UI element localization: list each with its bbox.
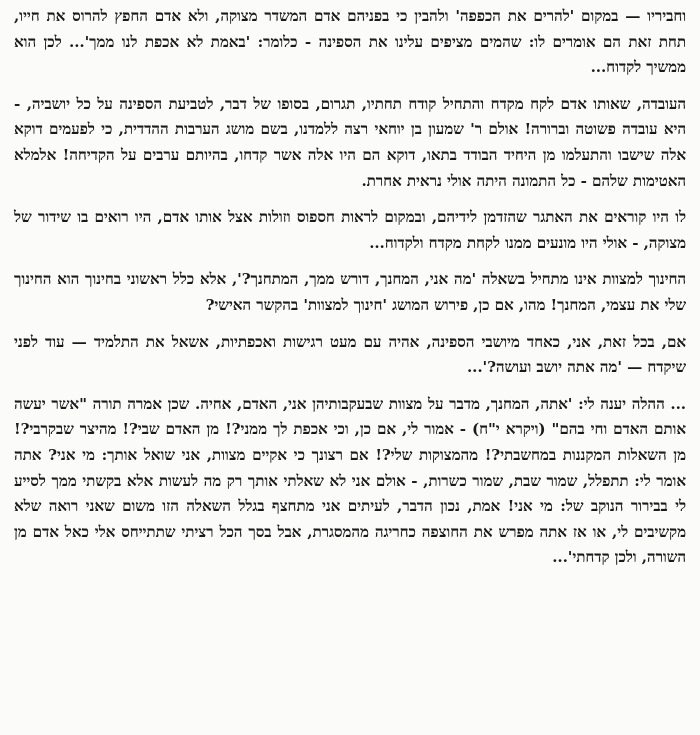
paragraph-3: לו היו קוראים את האתגר שהזדמן לידיהם, ובמקום לראות חספוס וזולות אצל אותו אדם, היו רואים בו שידור של מצוקה, - אולי היו מונעים ממנו לקחת מקדח ולקדוח... (14, 208, 686, 252)
paragraph-6: ... ההלה יענה לי: 'אתה, המחנך, מדבר על מצוות שבעקבותיהן אני, האדם, אחיה. שכן אמרה תורה "אשר יעשה אותם האדם וחי בהם" (ויקרא י"ח) - אמור לי, אם כן, וכי אכפת לך ממני?! מן האדם שבי?! מהיצר שבקרבי?! מן השאלות המקננות במחשבתי?! מהמצוקות שלי?! אם רצונך כי אקיים מצוות, אני שואל אותך: מי אני? אתה אומר לי: תתפלל, שמור שבת, שמור כשרות, - אולם אני לא שאלתי אותך רק מה לעשות אלא בקשתי ממך לסייע לי בבירור הנוקב של: מי אני! אמת, נכון הדבר, לעיתים אני מתחצף בגלל השאלה הזו משום שאני רואה שלא מקשיבים לי, או אז אתה מפרש את החוצפה כחריגה מהמסגרת, אבל בסך הכל רציתי שתתייחס אלי כאל אדם מן השורה, ולכן קדחתי'... (14, 394, 686, 567)
paragraph-5: אם, בכל זאת, אני, כאחד מיושבי הספינה, אהיה עם מעט רגישות ואכפתיות, אשאל את התלמיד — עוד לפני שיקדח — 'מה אתה יושב ועושה?'... (14, 332, 686, 377)
paragraph-2: העובדה, שאותו אדם לקח מקדח והתחיל קודח תחתיו, תגרום, בסופו של דבר, לטביעת הספינה על כל יושביה, - היא עובדה פשוטה וברורה! אולם ר' שמעון בן יוחאי רצה ללמדנו, בשם מושג הערבות ההדדית, כי לפעמים דוקא אלה שישבו והתעלמו מן היחיד הבודד בתאו, דוקא הם היו אלה אשר קדחו, בהיותם ערבים על הקדיחה! אלמלא האטימות שלהם - כל התמונה היתה אולי נראית אחרת. (14, 94, 686, 190)
paragraph-4: החינוך למצוות אינו מתחיל בשאלה 'מה אני, המחנך, דורש ממך, המתחנך?', אלא כלל ראשוני בחינוך הוא החינוך שלי את עצמי, המחנך! מהו, אם כן, פירוש המושג 'חינוך למצוות' בהקשר האישי? (14, 270, 686, 314)
paragraph-1: וחביריו — במקום 'להרים את הכפפה' ולהבין כי בפניהם אדם המשדר מצוקה, ולא אדם החפץ להרוס את חייו, תחת זאת הם אומרים לו: שהמים מציפים עלינו את הספינה - כלומר: 'באמת לא אכפת לנו ממך'... לכן הוא ממשיך לקדוח... (14, 7, 686, 77)
